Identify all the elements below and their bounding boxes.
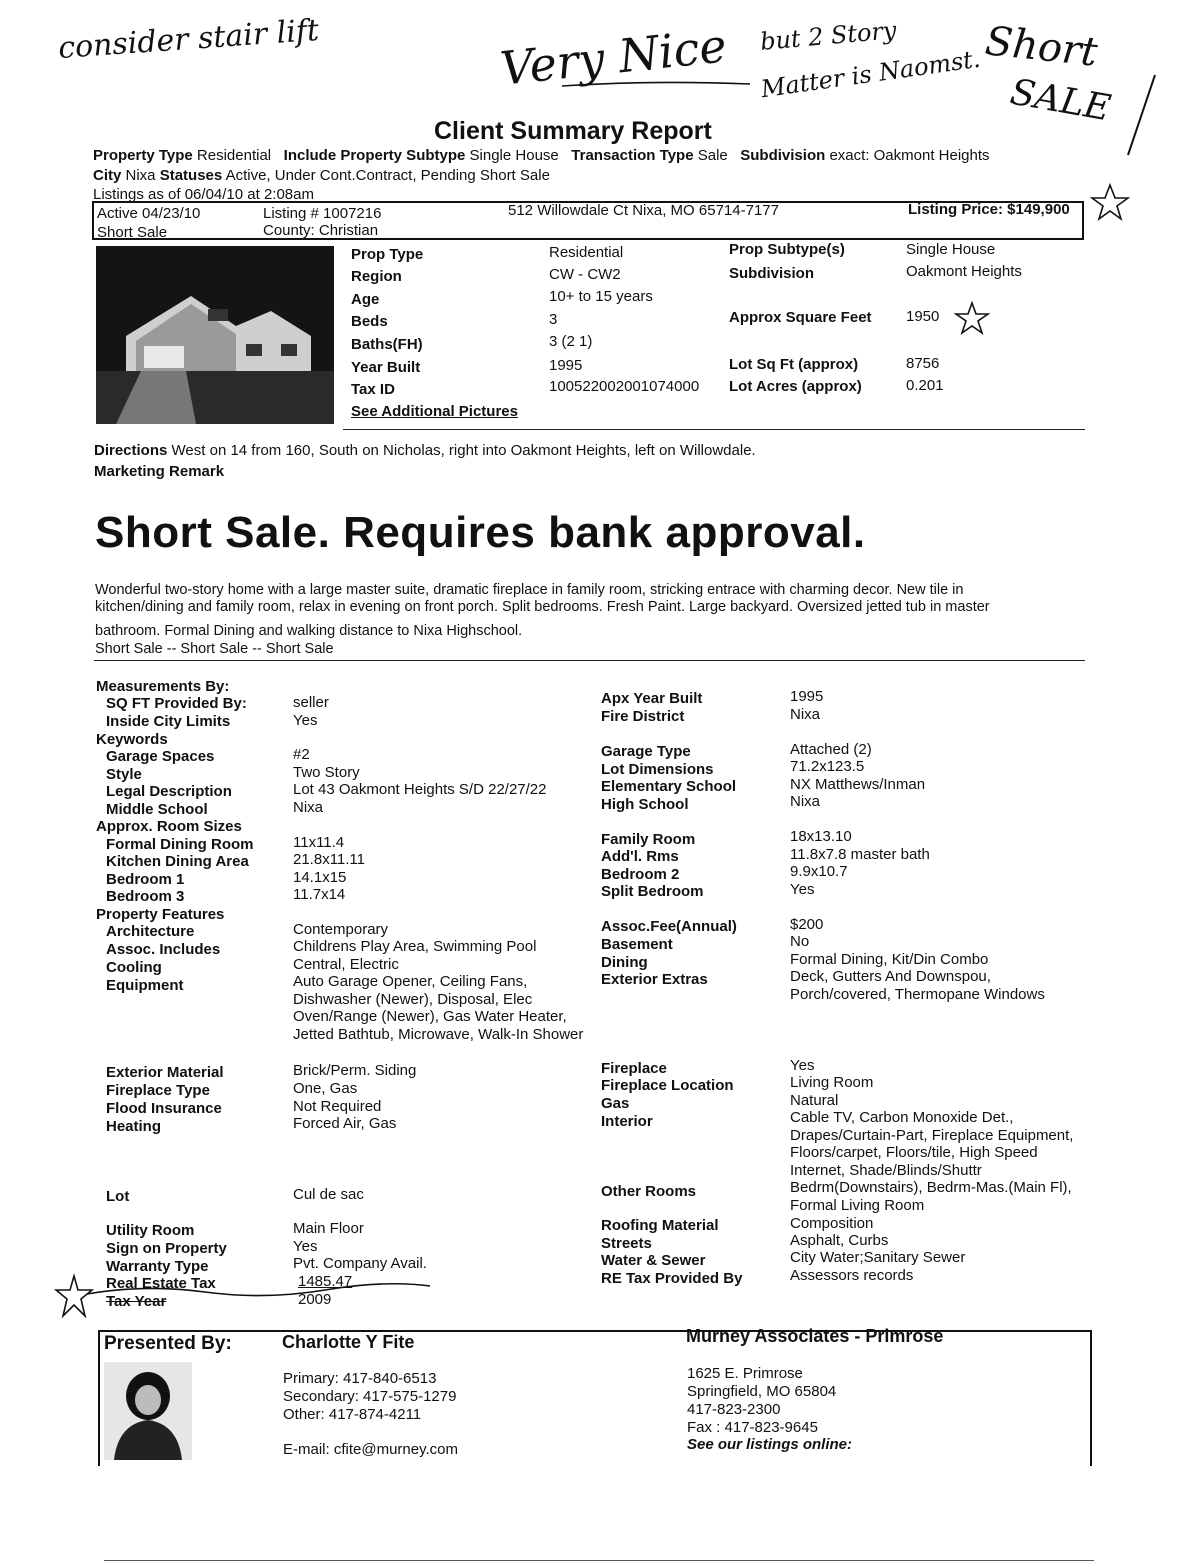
listing-county: County: Christian — [263, 222, 379, 239]
listings-as-of: Listings as of 06/04/10 at 2:08am — [93, 186, 314, 203]
detail-value: Composition — [790, 1215, 874, 1232]
detail-value-equipment: Auto Garage Opener, Ceiling Fans, Dishwasher (Newer), Disposal, Elec Oven/Range (Newer), Gas Water Heater, Jetted Bathtub, Microwave, Walk-In Shower — [293, 973, 584, 1043]
detail-value: Deck, Gutters And Downspou, Porch/covered, Thermopane Windows — [790, 968, 1045, 1003]
detail-value: Attached (2) — [790, 741, 872, 758]
detail-label: Bedroom 2 — [601, 866, 680, 883]
detail-label: Other Rooms — [601, 1183, 697, 1200]
detail-label: Dining — [601, 954, 648, 971]
detail-label: Inside City Limits — [106, 713, 231, 730]
listing-status: Active 04/23/10 — [97, 205, 201, 222]
detail-value: Nixa — [790, 706, 821, 723]
detail-value: 21.8x11.11 — [293, 851, 366, 868]
agent-email[interactable]: E-mail: cfite@murney.com — [283, 1441, 458, 1458]
detail-label: Gas — [601, 1095, 630, 1112]
detail-label: Add'l. Rms — [601, 848, 679, 865]
detail-value-real-estate-tax: 1485.47 — [298, 1273, 353, 1290]
detail-value: #2 — [293, 746, 310, 763]
detail-value: Central, Electric — [293, 956, 399, 973]
detail-label: Basement — [601, 936, 673, 953]
office-listings-online-link[interactable]: See our listings online: — [687, 1436, 853, 1453]
summary-value-year-built: 1995 — [549, 357, 583, 374]
listing-number: Listing # 1007216 — [263, 205, 382, 222]
handwritten-underline-stroke — [560, 76, 760, 96]
detail-label: Middle School — [106, 801, 208, 818]
detail-value: Main Floor — [293, 1220, 364, 1237]
summary-label-baths: Baths(FH) — [351, 336, 423, 353]
detail-value: City Water;Sanitary Sewer — [790, 1249, 966, 1266]
detail-value: 11.7x14 — [293, 886, 346, 903]
detail-value: Childrens Play Area, Swimming Pool — [293, 938, 537, 955]
agent-footer-box — [98, 1330, 1092, 1466]
summary-value-sqft: 1950 — [906, 308, 940, 325]
detail-label: Lot Dimensions — [601, 761, 714, 778]
detail-label: Roofing Material — [601, 1217, 719, 1234]
handwritten-note-matter: Matter is Naomst. — [759, 44, 983, 104]
office-name: Murney Associates - Primrose — [686, 1326, 944, 1346]
detail-label-tax-year: Tax Year — [106, 1293, 167, 1310]
handwritten-star-icon — [1090, 182, 1130, 222]
remark-line-3: bathroom. Formal Dining and walking distance to Nixa Highschool. — [95, 623, 523, 639]
detail-label: Warranty Type — [106, 1258, 209, 1275]
detail-value: Assessors records — [790, 1267, 914, 1284]
detail-value: Forced Air, Gas — [293, 1115, 397, 1132]
detail-section-keywords: Keywords — [96, 731, 168, 748]
marketing-remark-label: Marketing Remark — [94, 463, 225, 480]
handwritten-note-very-nice: Very Nice — [497, 18, 729, 96]
bottom-scan-line — [104, 1560, 1094, 1561]
detail-label: Formal Dining Room — [106, 836, 254, 853]
detail-section-room-sizes: Approx. Room Sizes — [96, 818, 242, 835]
detail-label: Garage Spaces — [106, 748, 215, 765]
detail-value: Yes — [790, 1057, 815, 1074]
detail-label: SQ FT Provided By: — [106, 695, 247, 712]
handwritten-note-stair-lift: consider stair lift — [57, 12, 321, 67]
summary-value-subtype: Single House — [906, 241, 996, 258]
handwritten-note-sale: SALE — [1007, 71, 1114, 130]
detail-label: Fireplace Type — [106, 1082, 210, 1099]
detail-label: Architecture — [106, 923, 195, 940]
detail-value: One, Gas — [293, 1080, 358, 1097]
agent-portrait-image — [104, 1362, 192, 1460]
detail-label: Equipment — [106, 977, 184, 994]
headline: Short Sale. Requires bank approval. — [95, 508, 866, 557]
listing-address: 512 Willowdale Ct Nixa, MO 65714-7177 — [508, 202, 779, 219]
agent-name: Charlotte Y Fite — [282, 1332, 415, 1352]
detail-label-real-estate-tax: Real Estate Tax — [106, 1275, 216, 1292]
divider-2 — [94, 660, 1085, 661]
detail-label: Sign on Property — [106, 1240, 227, 1257]
detail-value: Living Room — [790, 1074, 874, 1091]
divider-1 — [343, 429, 1085, 430]
detail-section-property-features: Property Features — [96, 906, 225, 923]
summary-value-age: 10+ to 15 years — [549, 288, 653, 305]
detail-value: Nixa — [790, 793, 821, 810]
detail-label: Assoc. Includes — [106, 941, 221, 958]
detail-label: Bedroom 3 — [106, 888, 185, 905]
detail-value: Brick/Perm. Siding — [293, 1062, 417, 1079]
agent-other-phone: Other: 417-874-4211 — [283, 1406, 422, 1423]
detail-label: Fireplace Location — [601, 1077, 734, 1094]
detail-value: 9.9x10.7 — [790, 863, 848, 880]
detail-label: Assoc.Fee(Annual) — [601, 918, 737, 935]
detail-value: Yes — [790, 881, 815, 898]
handwritten-star-sqft-icon — [954, 300, 990, 336]
handwritten-note-short: Short — [982, 18, 1100, 76]
detail-label: Legal Description — [106, 783, 232, 800]
detail-value: Natural — [790, 1092, 839, 1109]
directions: Directions West on 14 from 160, South on Nicholas, right into Oakmont Heights, left on Willowdale. — [94, 442, 756, 459]
detail-section-measurements: Measurements By: — [96, 678, 230, 695]
detail-value-tax-year: 2009 — [298, 1291, 332, 1308]
detail-value: Pvt. Company Avail. — [293, 1255, 427, 1272]
office-street: 1625 E. Primrose — [687, 1365, 803, 1382]
handwritten-note-two-story: but 2 Story — [759, 16, 898, 56]
detail-label: RE Tax Provided By — [601, 1270, 743, 1287]
detail-label: Exterior Extras — [601, 971, 708, 988]
presented-by-label: Presented By: — [104, 1333, 232, 1354]
detail-label: Style — [106, 766, 142, 783]
detail-value: Bedrm(Downstairs), Bedrm-Mas.(Main Fl), Formal Living Room — [790, 1179, 1072, 1214]
office-fax: Fax : 417-823-9645 — [687, 1419, 818, 1436]
listing-price: Listing Price: $149,900 — [908, 201, 1070, 218]
remark-line-1: Wonderful two-story home with a large master suite, dramatic fireplace in family room, stricking entrace with charming decor. New tile in — [95, 582, 964, 598]
detail-value: seller — [293, 694, 329, 711]
detail-label: Bedroom 1 — [106, 871, 185, 888]
summary-label-subdivision: Subdivision — [729, 265, 815, 282]
detail-value: $200 — [790, 916, 824, 933]
see-additional-pictures-link[interactable]: See Additional Pictures — [351, 403, 518, 420]
summary-label-subtype: Prop Subtype(s) — [729, 241, 845, 258]
detail-value: 18x13.10 — [790, 828, 852, 845]
agent-secondary-phone: Secondary: 417-575-1279 — [283, 1388, 457, 1405]
summary-value-baths: 3 (2 1) — [549, 333, 593, 350]
criteria-line-2: City Nixa Statuses Active, Under Cont.Contract, Pending Short Sale — [93, 167, 550, 184]
detail-label: Streets — [601, 1235, 652, 1252]
detail-label: Elementary School — [601, 778, 737, 795]
summary-value-subdivision: Oakmont Heights — [906, 263, 1022, 280]
detail-label: Flood Insurance — [106, 1100, 222, 1117]
detail-value: 71.2x123.5 — [790, 758, 865, 775]
detail-label: Kitchen Dining Area — [106, 853, 249, 870]
detail-label: Water & Sewer — [601, 1252, 706, 1269]
summary-value-tax-id: 100522002001074000 — [549, 378, 700, 395]
summary-value-lot-acres: 0.201 — [906, 377, 944, 394]
criteria-line-1: Property Type Residential Include Property Subtype Single House Transaction Type Sale Subdivision exact: Oakmont Heights — [93, 147, 990, 164]
detail-value: Two Story — [293, 764, 360, 781]
listing-status-short-sale: Short Sale — [97, 224, 168, 241]
detail-value: Yes — [293, 1238, 318, 1255]
detail-value: Yes — [293, 712, 318, 729]
detail-label: Lot — [106, 1188, 130, 1205]
summary-label-beds: Beds — [351, 313, 388, 330]
detail-value: Cable TV, Carbon Monoxide Det., Drapes/Curtain-Part, Fireplace Equipment, Floors/carpet, Floors/tile, High Speed Internet, Shade/Blinds/Shuttr — [790, 1109, 1074, 1179]
report-title: Client Summary Report — [434, 117, 712, 145]
remark-line-2: kitchen/dining and family room, relax in evening on front porch. Split bedrooms. Fresh Paint. Large backyard. Oversized jetted tub in master — [95, 599, 990, 615]
summary-label-lot-acres: Lot Acres (approx) — [729, 378, 862, 395]
detail-label: Family Room — [601, 831, 696, 848]
detail-value: NX Matthews/Inman — [790, 776, 926, 793]
detail-value: Cul de sac — [293, 1186, 364, 1203]
detail-value: 1995 — [790, 688, 824, 705]
summary-label-prop-type: Prop Type — [351, 246, 424, 263]
handwritten-slash-mark — [1120, 70, 1160, 160]
summary-label-lot-sqft: Lot Sq Ft (approx) — [729, 356, 859, 373]
summary-value-region: CW - CW2 — [549, 266, 621, 283]
detail-label: Split Bedroom — [601, 883, 704, 900]
office-phone: 417-823-2300 — [687, 1401, 781, 1418]
agent-primary-phone: Primary: 417-840-6513 — [283, 1370, 437, 1387]
house-photo-image — [96, 246, 334, 424]
detail-value: Asphalt, Curbs — [790, 1232, 889, 1249]
summary-label-region: Region — [351, 268, 402, 285]
detail-value: Contemporary — [293, 921, 389, 938]
detail-label: Heating — [106, 1118, 162, 1135]
detail-label: Fire District — [601, 708, 685, 725]
detail-label: Interior — [601, 1113, 653, 1130]
summary-value-beds: 3 — [549, 311, 558, 328]
detail-value: 11x11.4 — [293, 834, 345, 851]
detail-label: Apx Year Built — [601, 690, 703, 707]
detail-value: 14.1x15 — [293, 869, 347, 886]
detail-value: No — [790, 933, 810, 950]
remark-line-4: Short Sale -- Short Sale -- Short Sale — [95, 641, 334, 657]
detail-value: 11.8x7.8 master bath — [790, 846, 930, 863]
detail-value: Nixa — [293, 799, 324, 816]
detail-value: Not Required — [293, 1098, 382, 1115]
detail-value: Lot 43 Oakmont Heights S/D 22/27/22 — [293, 781, 547, 798]
property-photo[interactable] — [96, 246, 334, 424]
agent-photo — [104, 1362, 192, 1460]
detail-label: Utility Room — [106, 1222, 195, 1239]
summary-value-lot-sqft: 8756 — [906, 355, 940, 372]
detail-label: Fireplace — [601, 1060, 667, 1077]
summary-label-sqft: Approx Square Feet — [729, 309, 872, 326]
detail-label: Garage Type — [601, 743, 691, 760]
detail-value: Formal Dining, Kit/Din Combo — [790, 951, 989, 968]
handwritten-wavy-line — [85, 1282, 435, 1302]
detail-label: Cooling — [106, 959, 162, 976]
summary-label-age: Age — [351, 291, 380, 308]
summary-value-prop-type: Residential — [549, 244, 624, 261]
office-city: Springfield, MO 65804 — [687, 1383, 837, 1400]
summary-label-year-built: Year Built — [351, 359, 421, 376]
summary-label-tax-id: Tax ID — [351, 381, 395, 398]
detail-label: Exterior Material — [106, 1064, 224, 1081]
detail-label: High School — [601, 796, 689, 813]
